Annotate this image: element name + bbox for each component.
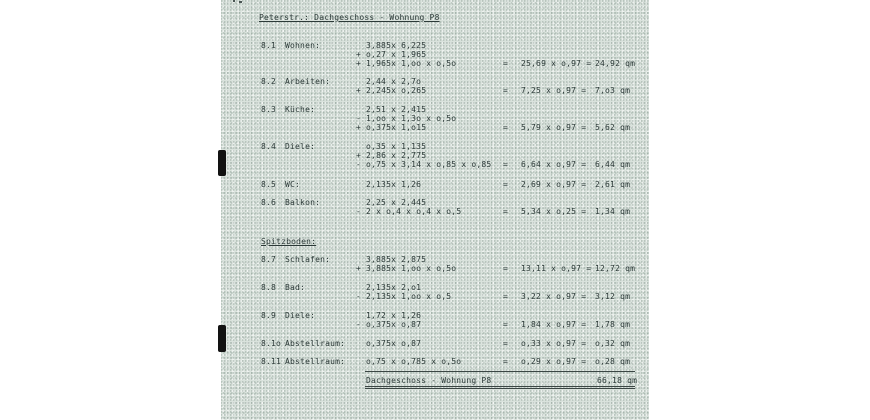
document-page <box>221 0 649 420</box>
room-number: 8.1 <box>261 41 277 50</box>
room-name: Diele: <box>285 311 316 320</box>
calc-line: 2,25 x 2,445 <box>366 198 427 207</box>
room-number: 8.7 <box>261 255 277 264</box>
binder-hole-mark <box>218 325 226 352</box>
result-calc: 2,69 x o,97 = <box>521 180 587 189</box>
room-number: 8.3 <box>261 105 277 114</box>
result-equals: = <box>503 357 509 366</box>
calc-line: 3,885x 6,225 <box>366 41 427 50</box>
calc-line: 2,135x 1,26 <box>366 180 422 189</box>
page-title: Peterstr.: Dachgeschoss - Wohnung P8 <box>259 13 440 22</box>
result-equals: = <box>503 180 509 189</box>
result-calc: o,33 x o,97 = <box>521 339 587 348</box>
room-area: 12,72 qm <box>595 264 636 273</box>
result-equals: = <box>503 207 509 216</box>
room-name: Schlafen: <box>285 255 331 264</box>
room-area: 1,78 qm <box>595 320 631 329</box>
room-name: Küche: <box>285 105 316 114</box>
room-name: Wohnen: <box>285 41 321 50</box>
result-equals: = <box>503 59 509 68</box>
room-area: o,28 qm <box>595 357 631 366</box>
room-number: 8.4 <box>261 142 277 151</box>
room-number: 8.9 <box>261 311 277 320</box>
calc-line: + 1,965x 1,oo x o,5o <box>356 59 457 68</box>
room-number: 8.6 <box>261 198 277 207</box>
room-number: 8.11 <box>261 357 282 366</box>
result-calc: 5,79 x o,97 = <box>521 123 587 132</box>
calc-line: - o,375x o,87 <box>356 320 422 329</box>
total-top-rule <box>365 371 635 372</box>
room-number: 8.2 <box>261 77 277 86</box>
scan-speck <box>233 0 235 2</box>
result-equals: = <box>503 86 509 95</box>
calc-line: 1,72 x 1,26 <box>366 311 422 320</box>
room-name: Abstellraum: <box>285 357 346 366</box>
calc-line: 3,885x 2,875 <box>366 255 427 264</box>
room-number: 8.8 <box>261 283 277 292</box>
result-calc: 5,34 x o,25 = <box>521 207 587 216</box>
result-equals: = <box>503 123 509 132</box>
result-calc: 3,22 x o,97 = <box>521 292 587 301</box>
room-name: Abstellraum: <box>285 339 346 348</box>
result-calc: 1,84 x o,97 = <box>521 320 587 329</box>
calc-line: - o,75 x 3,14 x o,85 x o,85 <box>356 160 492 169</box>
result-calc: 7,25 x o,97 = <box>521 86 587 95</box>
binder-hole-mark <box>218 150 226 176</box>
result-calc: 25,69 x o,97 = <box>521 59 592 68</box>
section-title-spitzboden: Spitzboden: <box>261 237 317 246</box>
calc-line: - 2,135x 1,oo x o,5 <box>356 292 452 301</box>
result-equals: = <box>503 160 509 169</box>
calc-line: 2,44 x 2,7o <box>366 77 422 86</box>
result-calc: 13,11 x o,97 = <box>521 264 592 273</box>
room-number: 8.1o <box>261 339 282 348</box>
room-name: Bad: <box>285 283 306 292</box>
room-name: WC: <box>285 180 301 189</box>
result-calc: o,29 x o,97 = <box>521 357 587 366</box>
scan-speck <box>239 1 242 3</box>
calc-line: o,35 x 1,135 <box>366 142 427 151</box>
calc-line: o,375x o,87 <box>366 339 422 348</box>
calc-line: + o,375x 1,o15 <box>356 123 427 132</box>
room-area: 6,44 qm <box>595 160 631 169</box>
room-number: 8.5 <box>261 180 277 189</box>
calc-line: + 3,885x 1,oo x o,5o <box>356 264 457 273</box>
result-equals: = <box>503 264 509 273</box>
room-area: 5,62 qm <box>595 123 631 132</box>
calc-line: + o,27 x 1,965 <box>356 50 427 59</box>
room-area: 3,12 qm <box>595 292 631 301</box>
room-area: 1,34 qm <box>595 207 631 216</box>
room-name: Diele: <box>285 142 316 151</box>
result-equals: = <box>503 339 509 348</box>
calc-line: o,75 x o,785 x o,5o <box>366 357 462 366</box>
result-equals: = <box>503 292 509 301</box>
room-name: Balkon: <box>285 198 321 207</box>
total-value: 66,18 qm <box>597 376 638 385</box>
calc-line: + 2,245x o,265 <box>356 86 427 95</box>
room-area: o,32 qm <box>595 339 631 348</box>
total-double-rule-2 <box>365 388 635 389</box>
calc-line: - 2 x o,4 x o,4 x o,5 <box>356 207 462 216</box>
calc-line: 2,135x 2,o1 <box>366 283 422 292</box>
result-equals: = <box>503 320 509 329</box>
result-calc: 6,64 x o,97 = <box>521 160 587 169</box>
calc-line: 2,51 x 2,415 <box>366 105 427 114</box>
room-area: 24,92 qm <box>595 59 636 68</box>
total-double-rule-1 <box>365 386 635 387</box>
room-name: Arbeiten: <box>285 77 331 86</box>
room-area: 7,o3 qm <box>595 86 631 95</box>
total-label: Dachgeschoss - Wohnung P8 <box>366 376 492 385</box>
room-area: 2,61 qm <box>595 180 631 189</box>
calc-line: - 1,oo x 1,3o x o,5o <box>356 114 457 123</box>
calc-line: + 2,86 x 2,775 <box>356 151 427 160</box>
